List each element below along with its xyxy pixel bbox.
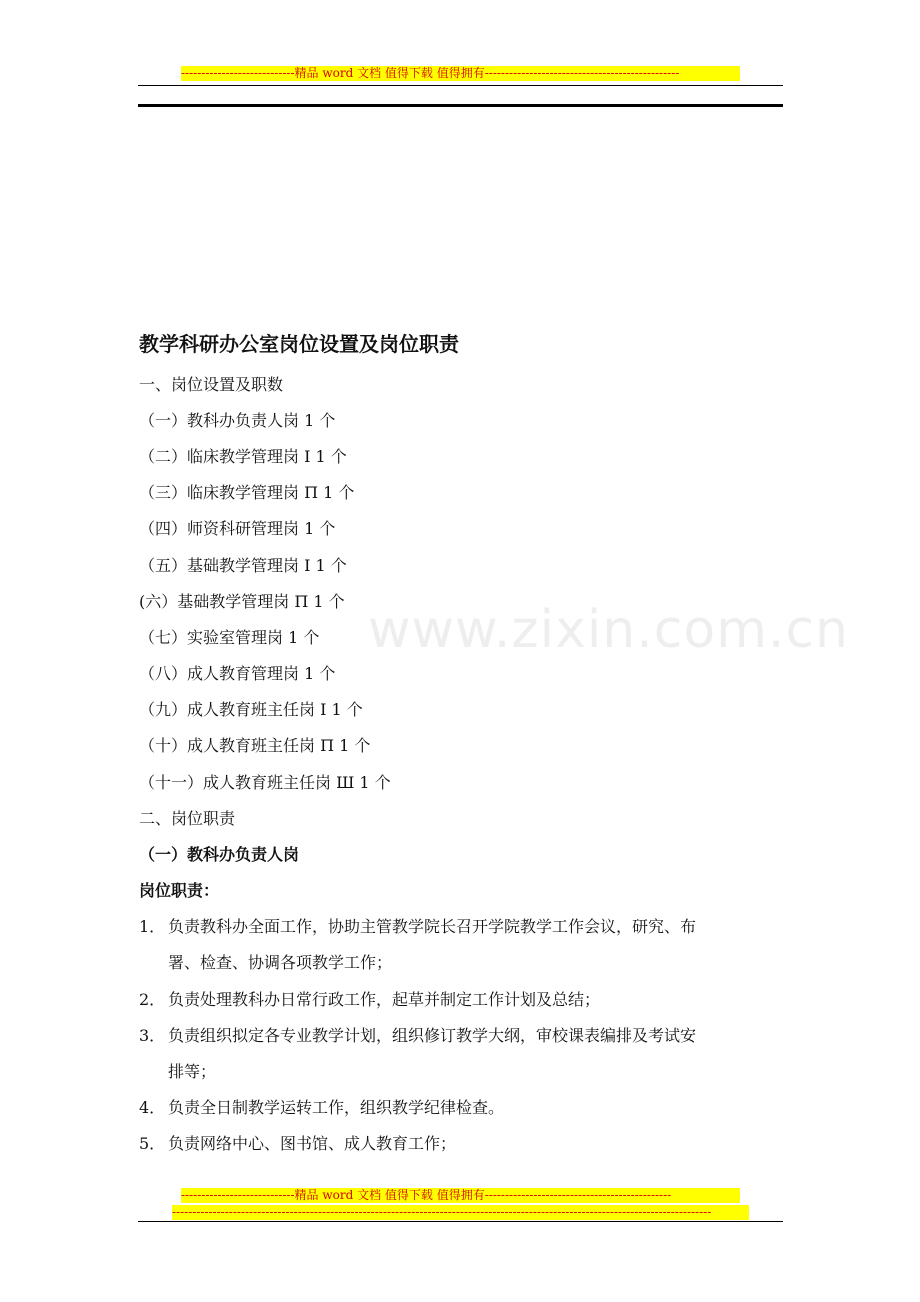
- footer-rule: [138, 1221, 783, 1222]
- position-item: （五）基础教学管理岗 I 1 个: [139, 556, 347, 575]
- duty-text: 负责处理教科办日常行政工作，起草并制定工作计划及总结；: [168, 990, 601, 1009]
- duty-number: 3．: [139, 1026, 166, 1045]
- document-title: 教学科研办公室岗位设置及岗位职责: [139, 332, 459, 356]
- position-item: （七）实验室管理岗 1 个: [139, 628, 320, 647]
- footer-banner-dashes: -------------------------------------------------------------------------------------------------------------------------------------: [172, 1205, 749, 1220]
- position-item: （十）成人教育班主任岗 Π 1 个: [139, 736, 371, 755]
- header-rule-thin: [138, 85, 783, 86]
- duties-label: 岗位职责：: [139, 881, 220, 900]
- duty-item: [139, 1025, 789, 1083]
- section1-heading: 一、岗位设置及职数: [139, 375, 284, 394]
- duty-text: 负责全日制教学运转工作，组织教学纪律检查。: [168, 1098, 505, 1117]
- subsection-heading: （一）教科办负责人岗: [139, 845, 300, 864]
- watermark: www.zixin.com.cn: [368, 600, 849, 660]
- header-rule-thick: [138, 104, 783, 107]
- footer-banner: ----------------------------精品 word 文档 值得下载 值得拥有----------------------------------------------: [181, 1188, 740, 1203]
- position-item: （十一）成人教育班主任岗 Ш 1 个: [139, 773, 391, 792]
- duty-item: [139, 989, 789, 1011]
- duty-number: 2．: [139, 990, 166, 1009]
- duty-text: 负责教科办全面工作，协助主管教学院长召开学院教学工作会议，研究、布: [168, 917, 697, 936]
- position-item: （一）教科办负责人岗 1 个: [139, 411, 336, 430]
- position-item: （二）临床教学管理岗 I 1 个: [139, 447, 347, 466]
- header-banner: ----------------------------精品 word 文档 值得下载 值得拥有------------------------------------------------: [181, 66, 740, 81]
- duty-text-continued: 署、检查、协调各项教学工作；: [168, 953, 393, 972]
- duty-number: 4．: [139, 1098, 166, 1117]
- position-item: （三）临床教学管理岗 Π 1 个: [139, 483, 355, 502]
- duty-number: 5．: [139, 1134, 166, 1153]
- duty-item: [139, 1097, 789, 1119]
- position-item: （四）师资科研管理岗 1 个: [139, 519, 336, 538]
- duty-text-continued: 排等；: [168, 1062, 217, 1081]
- duty-number: 1．: [139, 917, 166, 936]
- duty-item: [139, 1133, 789, 1155]
- position-item: （九）成人教育班主任岗 I 1 个: [139, 700, 363, 719]
- position-item: （八）成人教育管理岗 1 个: [139, 664, 336, 683]
- duty-text: 负责网络中心、图书馆、成人教育工作；: [168, 1134, 457, 1153]
- position-item: (六）基础教学管理岗 Π 1 个: [139, 592, 345, 611]
- duty-item: [139, 916, 789, 974]
- duty-text: 负责组织拟定各专业教学计划，组织修订教学大纲，审校课表编排及考试安: [168, 1026, 697, 1045]
- section2-heading: 二、岗位职责: [139, 809, 236, 828]
